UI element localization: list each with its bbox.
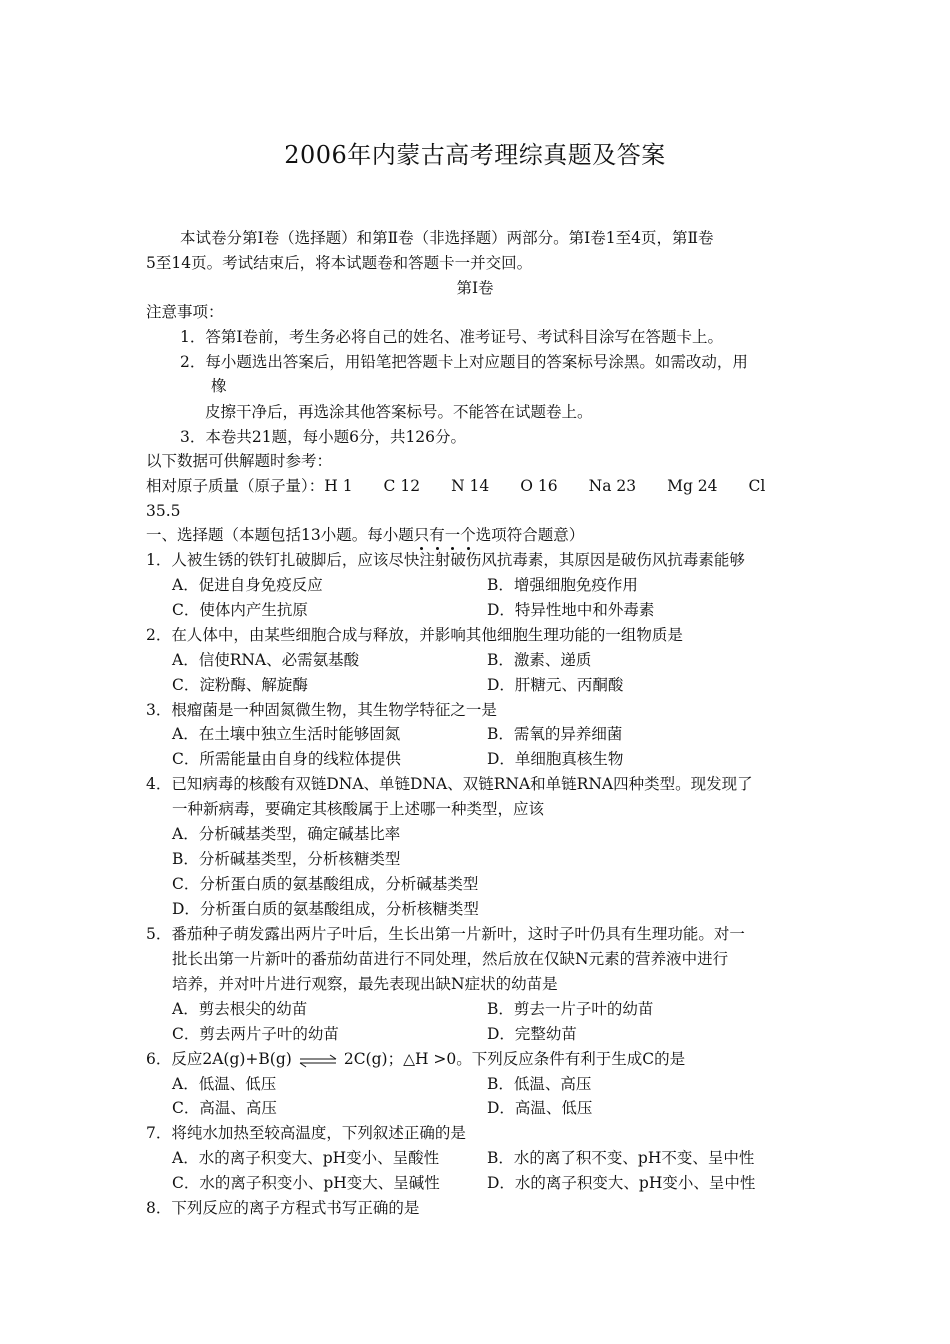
q3-option-d: D．单细胞真核生物 <box>487 750 624 768</box>
q1-option-b: B．增强细胞免疫作用 <box>487 576 638 594</box>
q6-option-c: C．高温、高压 <box>172 1099 277 1117</box>
question-7: 7．将纯水加热至较高温度，下列叙述正确的是 <box>146 1124 466 1142</box>
intro-line-1: 本试卷分第Ⅰ卷（选择题）和第Ⅱ卷（非选择题）两部分。第Ⅰ卷1至4页，第Ⅱ卷 <box>180 229 714 247</box>
q4-option-a: A．分析碱基类型，确定碱基比率 <box>172 825 401 843</box>
intro-line-2: 5至14页。考试结束后，将本试题卷和答题卡一并交回。 <box>146 254 533 272</box>
emphasis-char-3: 一 <box>444 526 461 544</box>
reference-heading: 以下数据可供解题时参考： <box>146 452 333 470</box>
q1-option-d: D．特异性地中和外毒素 <box>487 601 655 619</box>
emphasis-char-2: 有 <box>429 526 445 544</box>
part-one-text-a: 一、选择题（本题包括13小题。每小题 <box>146 526 414 544</box>
q6-option-b: B．低温、高压 <box>487 1075 592 1093</box>
q2-option-a: A．信使RNA、必需氨基酸 <box>172 651 360 669</box>
question-1: 1．人被生锈的铁钉扎破脚后，应该尽快注射破伤风抗毒素，其原因是破伤风抗毒素能够 <box>146 551 745 569</box>
question-5: 5．番茄种子萌发露出两片子叶后，生长出第一片新叶，这时子叶仍具有生理功能。对一 <box>146 925 745 943</box>
q2-option-b: B．激素、递质 <box>487 651 592 669</box>
notice-heading: 注意事项： <box>146 303 224 321</box>
section-label: 第Ⅰ卷 <box>456 279 494 297</box>
q1-option-c: C．使体内产生抗原 <box>172 601 308 619</box>
page-title: 2006年内蒙古高考理综真题及答案 <box>284 141 666 169</box>
q6-option-d: D．高温、低压 <box>487 1099 593 1117</box>
q5-option-d: D．完整幼苗 <box>487 1025 577 1043</box>
question-6 <box>146 1049 685 1069</box>
emphasis-char-1: 只 <box>413 526 430 544</box>
q2-option-d: D．肝糖元、丙酮酸 <box>487 676 624 694</box>
notice-item-3: 3．本卷共21题，每小题6分，共126分。 <box>180 428 467 446</box>
q6-option-a: A．低温、低压 <box>172 1075 277 1093</box>
notice-item-2-cont: 皮擦干净后，再选涂其他答案标号。不能答在试题卷上。 <box>205 403 593 421</box>
question-2: 2．在人体中，由某些细胞合成与释放，并影响其他细胞生理功能的一组物质是 <box>146 626 683 644</box>
q6-products: 2C(g)；△H >0。下列反应条件有利于生成C的是 <box>343 1050 686 1068</box>
q3-option-a: A．在土壤中独立生活时能够固氮 <box>172 725 401 743</box>
q1-option-a: A．促进自身免疫反应 <box>172 576 323 594</box>
q6-reactants: 6．反应2A(g)+B(g) <box>146 1050 292 1068</box>
equilibrium-arrow-icon <box>298 1054 338 1068</box>
q7-option-b: B．水的离了积不变、pH不变、呈中性 <box>487 1149 755 1167</box>
part-one-heading <box>146 525 584 545</box>
q7-option-d: D．水的离子积变大、pH变小、呈中性 <box>487 1174 756 1192</box>
q7-option-a: A．水的离子积变大、pH变小、呈酸性 <box>172 1149 440 1167</box>
question-3: 3．根瘤菌是一种固氮微生物，其生物学特征之一是 <box>146 701 497 719</box>
question-4-cont: 一种新病毒，要确定其核酸属于上述哪一种类型，应该 <box>172 800 545 818</box>
notice-item-1: 1．答第Ⅰ卷前，考生务必将自己的姓名、准考证号、考试科目涂写在答题卡上。 <box>180 328 723 346</box>
question-5-cont-2: 培养，并对叶片进行观察，最先表现出缺N症状的幼苗是 <box>172 975 558 993</box>
q3-option-b: B．需氧的异养细菌 <box>487 725 623 743</box>
q7-option-c: C．水的离子积变小、pH变大、呈碱性 <box>172 1174 440 1192</box>
notice-item-2-wrap: 橡 <box>211 377 227 395</box>
atomic-mass-line: 相对原子质量（原子量）：H 1 C 12 N 14 O 16 Na 23 Mg 24 Cl <box>146 477 766 495</box>
atomic-mass-cont: 35.5 <box>146 502 181 520</box>
notice-item-2: 2．每小题选出答案后，用铅笔把答题卡上对应题目的答案标号涂黑。如需改动，用 <box>180 353 748 371</box>
q2-option-c: C．淀粉酶、解旋酶 <box>172 676 308 694</box>
q5-option-c: C．剪去两片子叶的幼苗 <box>172 1025 339 1043</box>
question-4: 4．已知病毒的核酸有双链DNA、单链DNA、双链RNA和单链RNA四种类型。现发现了 <box>146 775 753 793</box>
question-8: 8．下列反应的离子方程式书写正确的是 <box>146 1199 420 1217</box>
q3-option-c: C．所需能量由自身的线粒体提供 <box>172 750 401 768</box>
question-5-cont-1: 批长出第一片新叶的番茄幼苗进行不同处理，然后放在仅缺N元素的营养液中进行 <box>172 950 729 968</box>
q4-option-d: D．分析蛋白质的氨基酸组成，分析核糖类型 <box>172 900 479 918</box>
emphasis-char-4: 个 <box>460 526 476 544</box>
q4-option-b: B．分析碱基类型，分析核糖类型 <box>172 850 401 868</box>
q5-option-b: B．剪去一片子叶的幼苗 <box>487 1000 654 1018</box>
q5-option-a: A．剪去根尖的幼苗 <box>172 1000 308 1018</box>
part-one-text-f: 选项符合题意） <box>475 526 585 544</box>
q4-option-c: C．分析蛋白质的氨基酸组成，分析碱基类型 <box>172 875 479 893</box>
